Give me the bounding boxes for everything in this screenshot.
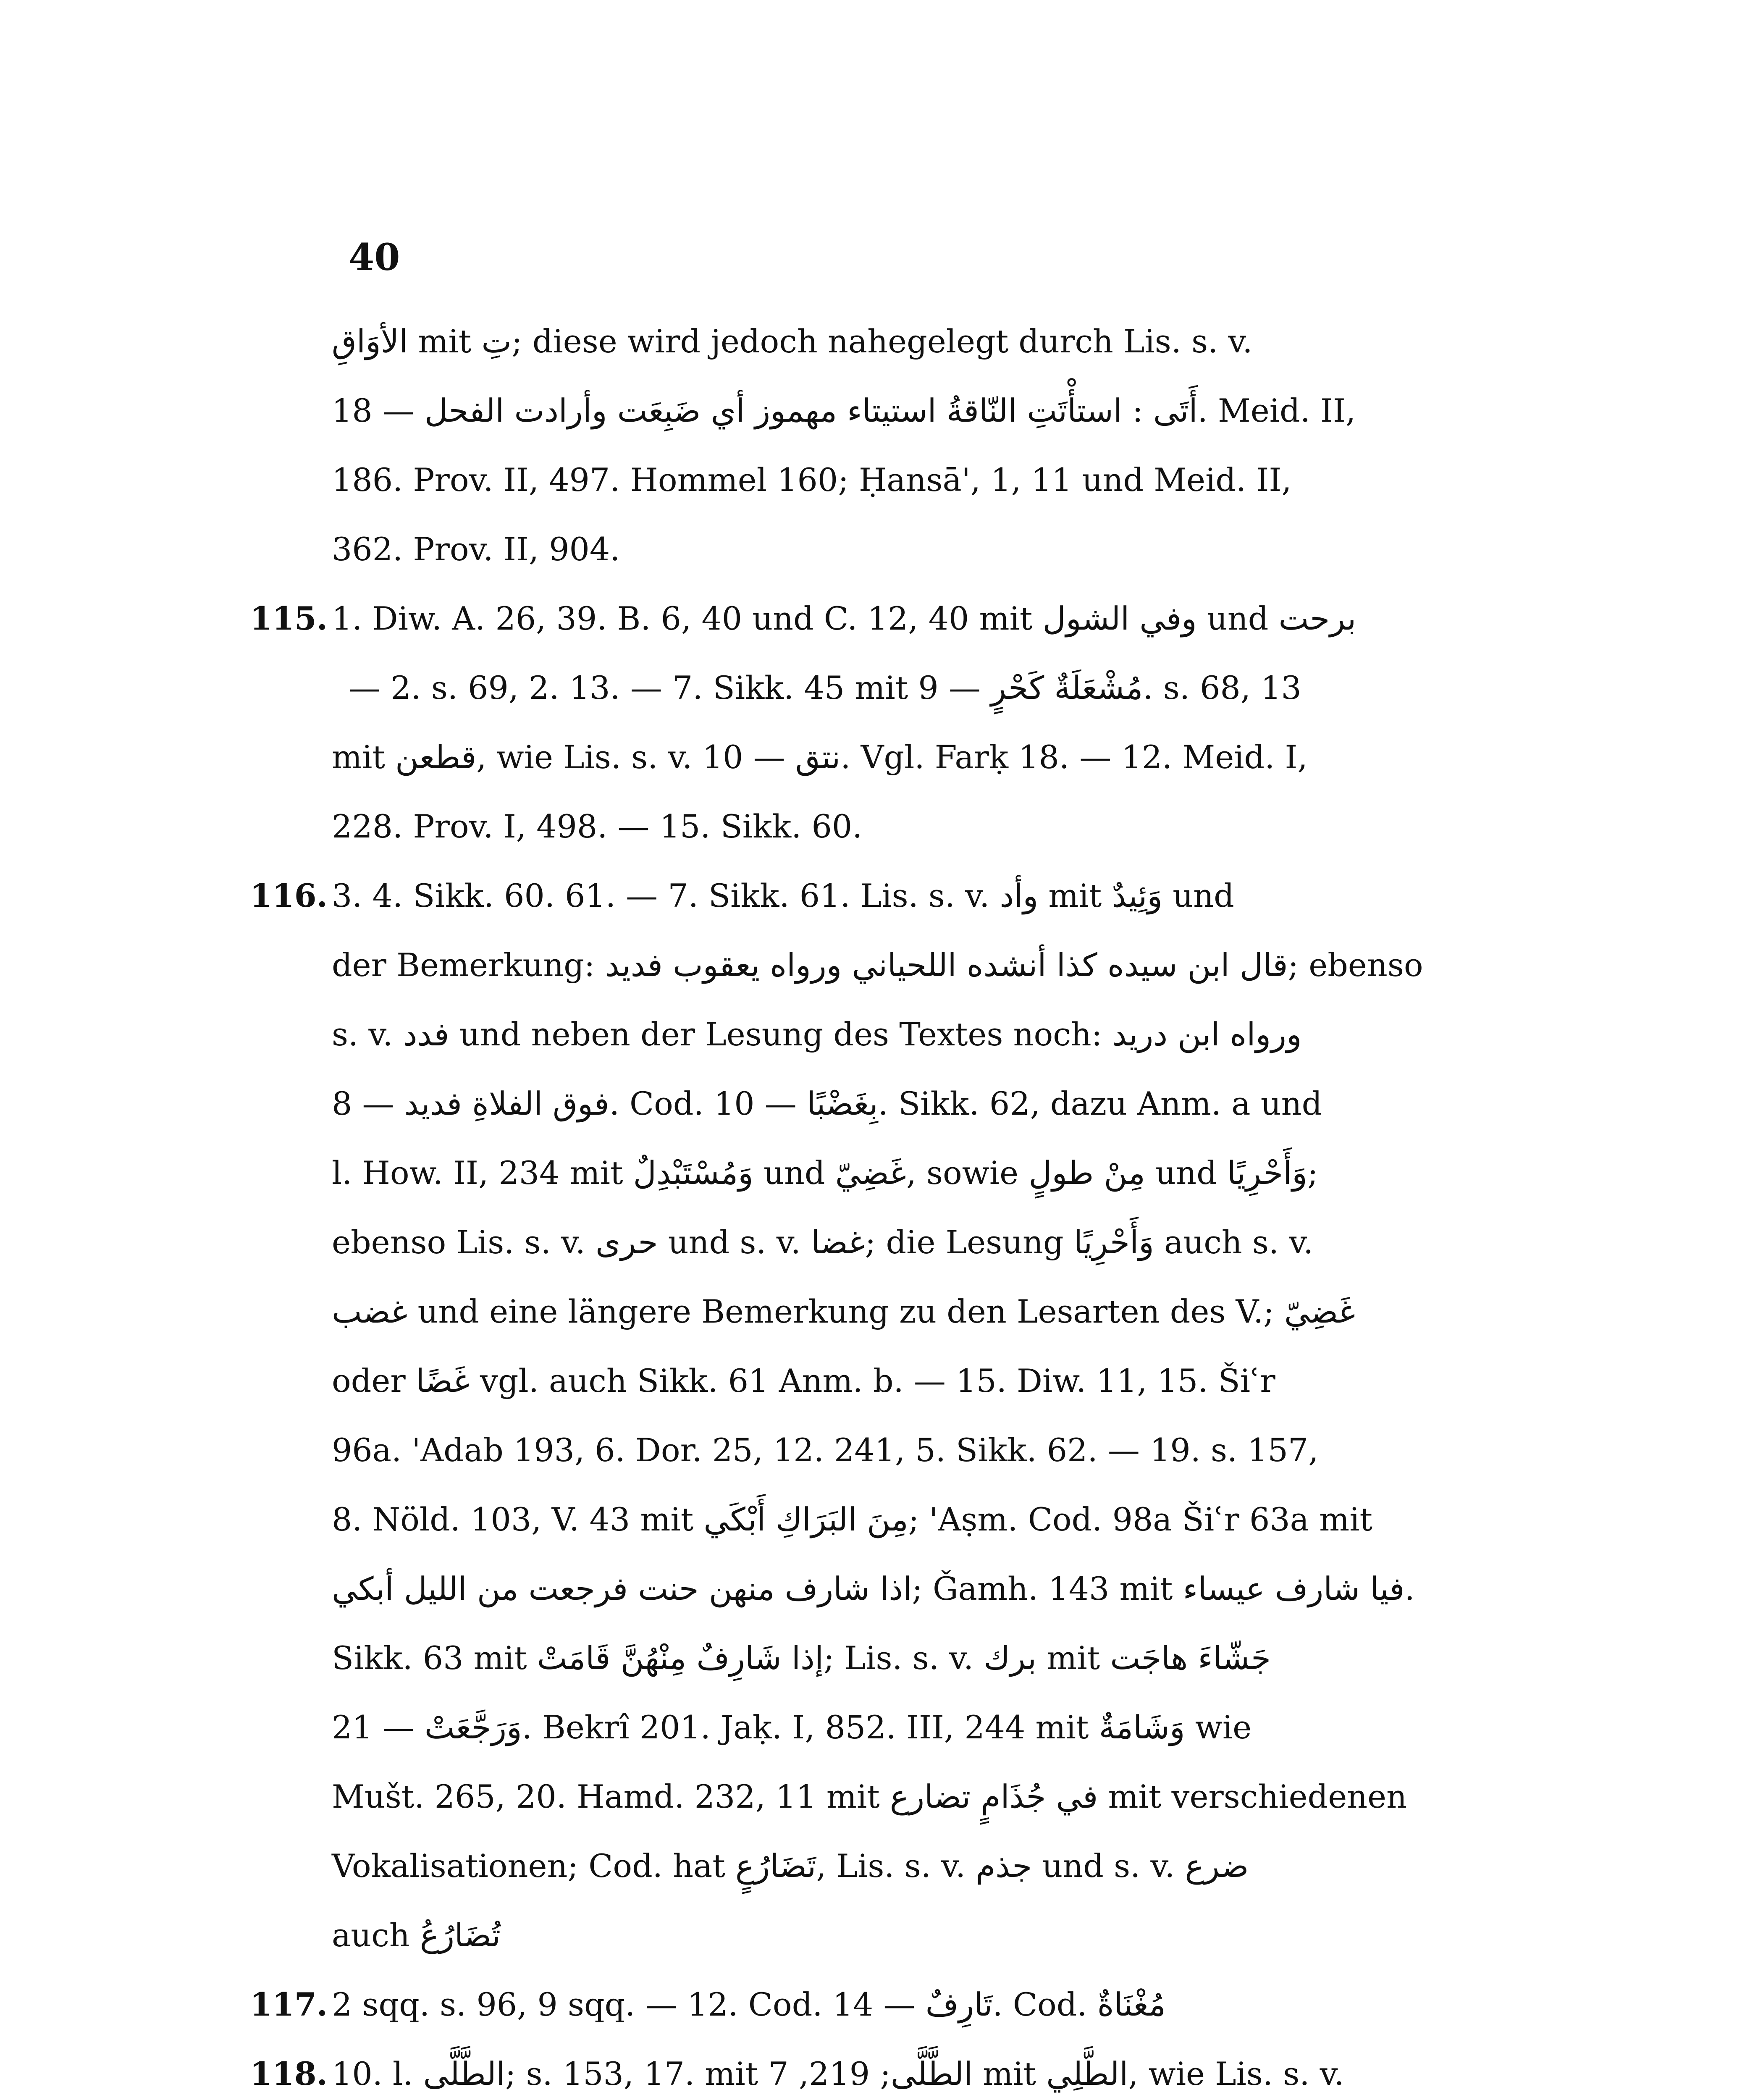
text-line xyxy=(332,930,1499,1000)
text-line xyxy=(332,1069,1499,1138)
text-line xyxy=(332,514,1499,584)
text-line xyxy=(332,1346,1499,1415)
line-text: 96a. 'Adab 193, 6. Dor. 25, 12. 241, 5. Sikk. 62. — 19. s. 157, xyxy=(332,1431,1319,1469)
line-text: 186. Prov. II, 497. Hommel 160; Ḥansā', 1, 11 und Meid. II, xyxy=(332,461,1292,499)
text-line xyxy=(332,1693,1499,1762)
text-line xyxy=(332,1277,1499,1346)
line-text: 8. Nöld. 103, V. 43 mit مِنَ البَرَاكِ أَبْكَي; 'Aṣm. Cod. 98a Šiʿr 63a mit xyxy=(332,1501,1373,1538)
entry-line xyxy=(250,1970,1499,2039)
text-line xyxy=(332,722,1499,792)
line-text: mit قطعن, wie Lis. s. v. نتق — 10. Vgl. Farḳ 18. — 12. Meid. I, xyxy=(332,738,1308,776)
line-text: 2 sqq. s. 96, 9 sqq. — 12. Cod. تَارِفٌ — 14. Cod. مُغْنَاةٌ xyxy=(332,1986,1166,2023)
text-line xyxy=(332,1415,1499,1485)
text-line xyxy=(332,445,1499,514)
entry-line xyxy=(250,2039,1499,2100)
line-text: 362. Prov. II, 904. xyxy=(332,530,620,568)
line-text: der Bemerkung: قال ابن سيده كذا أنشده اللحياني ورواه يعقوب فديد; ebenso xyxy=(332,946,1423,984)
text-line xyxy=(332,376,1499,445)
line-text: وَرَجَّعَتْ — 21. Bekrî 201. Jaḳ. I, 852. III, 244 mit وَشَامَةٌ wie xyxy=(332,1709,1252,1746)
text-line xyxy=(332,1900,1499,1970)
text-line xyxy=(332,1485,1499,1554)
line-text: auch تُضَارُعُ xyxy=(332,1916,501,1954)
entry-line xyxy=(250,584,1499,653)
text-line xyxy=(332,1762,1499,1831)
line-text: 1. Diw. A. 26, 39. B. 6, 40 und C. 12, 40 mit وفي الشول und برحت xyxy=(332,600,1356,637)
line-text: ebenso Lis. s. v. حرى und s. v. غضا; die Lesung وَأَحْرِيًا auch s. v. xyxy=(332,1223,1314,1261)
line-text: اذا شارف منهن حنت فرجعت من الليل أبكي; Ǧamh. 143 mit فيا شارف عيساء. xyxy=(332,1570,1415,1607)
text-line xyxy=(332,653,1499,722)
entry-line xyxy=(250,861,1499,930)
line-text: Mušt. 265, 20. Hamd. 232, 11 mit في جُذَامٍ تضارع mit verschiedenen xyxy=(332,1778,1407,1815)
page-body xyxy=(250,307,1499,2100)
line-text: — 2. s. 69, 2. 13. — 7. Sikk. 45 mit مُشْعَلَةٌ كَحْرٍ — 9. s. 68, 13 xyxy=(349,669,1301,706)
entry-number: 115. xyxy=(250,600,328,637)
text-line xyxy=(332,792,1499,861)
text-line xyxy=(332,1138,1499,1208)
text-line xyxy=(332,1554,1499,1623)
text-line xyxy=(332,307,1499,376)
line-text: Vokalisationen; Cod. hat تَضَارُعٍ, Lis. s. v. جذم und s. v. ضرع xyxy=(332,1847,1249,1885)
line-text: غضب und eine längere Bemerkung zu den Lesarten des V.; غَضِيّ xyxy=(332,1293,1356,1330)
text-line xyxy=(332,1208,1499,1277)
line-text: 228. Prov. I, 498. — 15. Sikk. 60. xyxy=(332,808,863,845)
text-line xyxy=(332,1831,1499,1900)
page-number: 40 xyxy=(349,235,400,279)
entry-number: 118. xyxy=(250,2055,328,2092)
line-text: 3. 4. Sikk. 60. 61. — 7. Sikk. 61. Lis. s. v. وأد mit وَئِيدٌ und xyxy=(332,877,1234,914)
line-text: oder غَضًا vgl. auch Sikk. 61 Anm. b. — 15. Diw. 11, 15. Šiʿr xyxy=(332,1362,1275,1399)
line-text: الأوَاقِ mit تِ; diese wird jedoch nahegelegt durch Lis. s. v. xyxy=(332,323,1253,360)
line-text: 10. l. الطَّلَّى; s. 153, 17. mit الطَّلَّى; 219, 7 mit الطَّلِي, wie Lis. s. v. xyxy=(332,2055,1344,2092)
line-text: l. How. II, 234 mit وَمُسْتَبْدِلٌ und غَضِيّ, sowie مِنْ طولٍ und وَأَحْرِيًا; xyxy=(332,1154,1318,1192)
line-text: s. v. فدد und neben der Lesung des Textes noch: ورواه ابن دريد xyxy=(332,1016,1302,1053)
text-line xyxy=(332,1000,1499,1069)
entry-number: 117. xyxy=(250,1986,328,2023)
text-line xyxy=(332,1623,1499,1693)
entry-number: 116. xyxy=(250,877,328,914)
line-text: فوق الفلاةِ فديد — 8. Cod. بِغَضْبًا — 10. Sikk. 62, dazu Anm. a und xyxy=(332,1085,1322,1122)
line-text: Sikk. 63 mit إذا شَارِفٌ مِنْهُنَّ قَامَتْ; Lis. s. v. برك mit جَشّاءَ هاجَت xyxy=(332,1639,1271,1677)
line-text: أَتَى : استأْتَتِ النّاقةُ استيتاء مهموز أي ضَبِعَت وأرادت الفحل — 18. Meid. II, xyxy=(332,392,1356,429)
